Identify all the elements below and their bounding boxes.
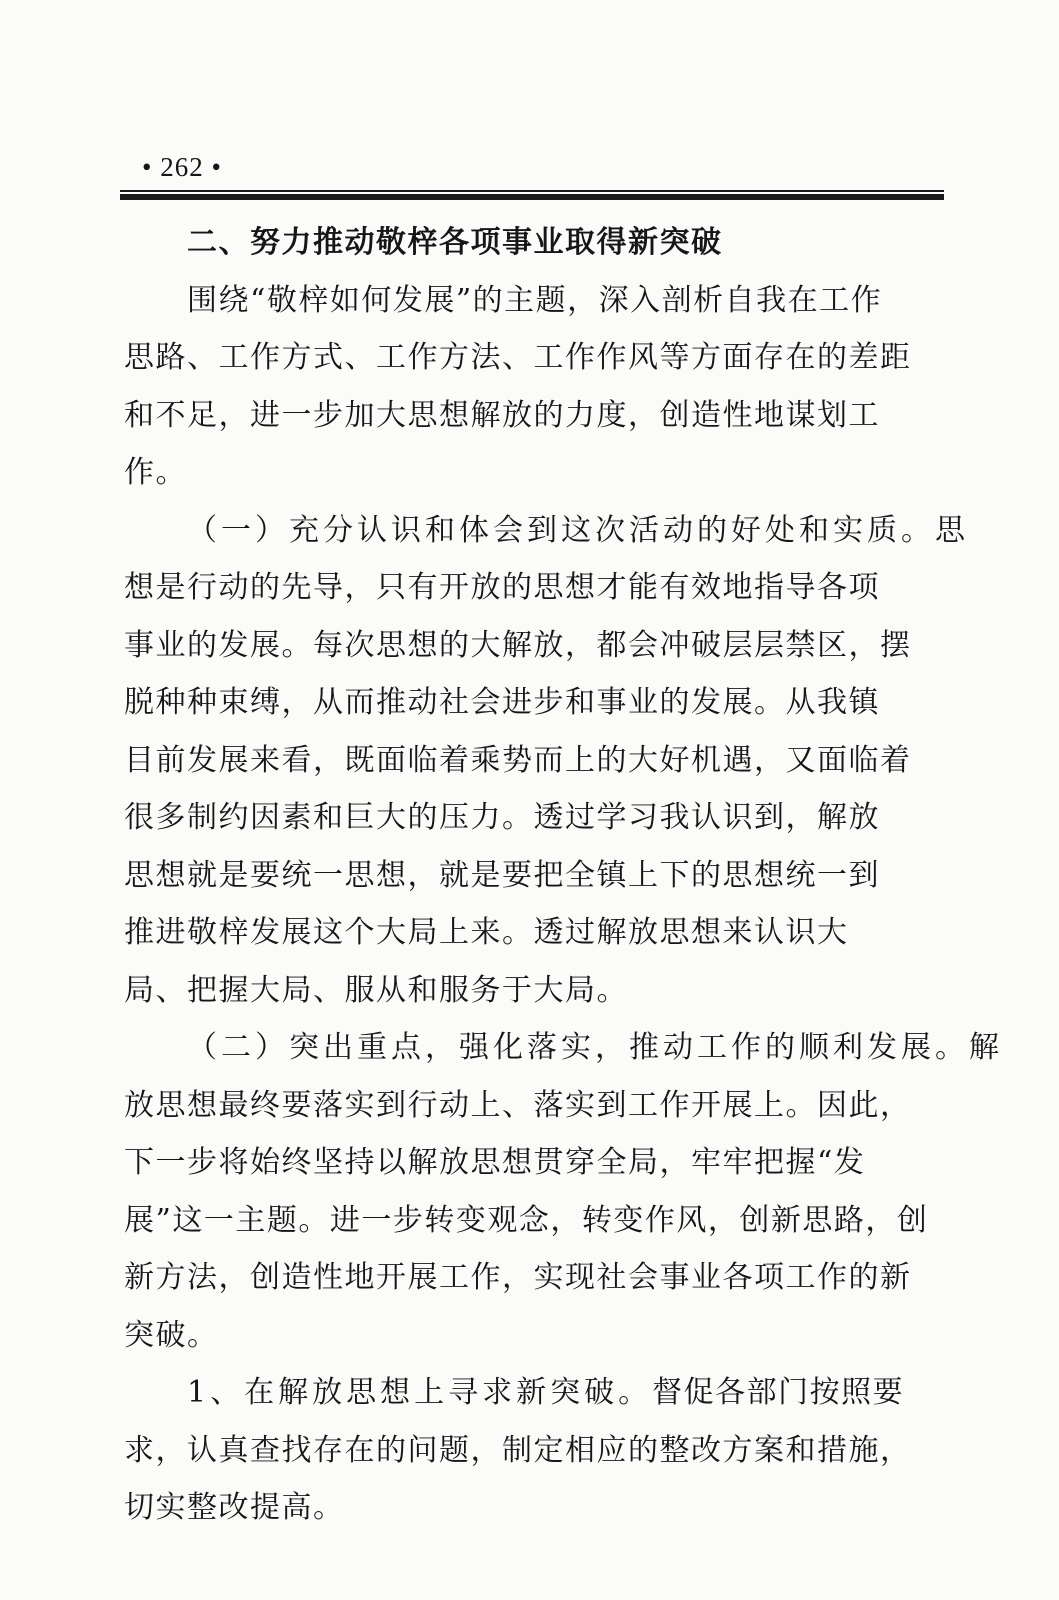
subsection-2-heading: （二）突出重点，强化落实，推动工作的顺利发展。 (187, 1030, 969, 1065)
subsection-1-line: 想是行动的先导，只有开放的思想才能有效地指导各项 (124, 570, 880, 605)
body-text (124, 214, 1001, 1537)
item-1-line: 切实整改提高。 (124, 1490, 345, 1525)
subsection-1-text: 思 (935, 512, 967, 548)
subsection-1-heading: （一）充分认识和体会到这次活动的好处和实质。 (187, 512, 935, 548)
page-header (120, 150, 944, 200)
subsection-2-line: 下一步将始终坚持以解放思想贯穿全局，牢牢把握“发 (124, 1145, 866, 1180)
header-rule-thick (120, 194, 944, 200)
subsection-2-line: 展”这一主题。进一步转变观念，转变作风，创新思路，创 (124, 1202, 929, 1238)
subsection-2-text: 解 (969, 1030, 1001, 1065)
intro-line: 作。 (124, 455, 187, 490)
page-number: • 262 • (142, 152, 222, 182)
item-1-line: 求，认真查找存在的问题，制定相应的整改方案和措施， (124, 1432, 912, 1468)
subsection-1-line: 思想就是要统一思想，就是要把全镇上下的思想统一到 (124, 857, 880, 893)
subsection-1-line: 很多制约因素和巨大的压力。透过学习我认识到，解放 (124, 800, 880, 835)
subsection-1-line: 事业的发展。每次思想的大解放，都会冲破层层禁区，摆 (124, 627, 912, 663)
subsection-2-line: 突破。 (124, 1317, 219, 1353)
subsection-1-line: 局、把握大局、服从和服务于大局。 (124, 972, 628, 1008)
subsection-2-line: 新方法，创造性地开展工作，实现社会事业各项工作的新 (124, 1260, 912, 1295)
subsection-1-line: 目前发展来看，既面临着乘势而上的大好机遇，又面临着 (124, 742, 912, 778)
intro-line: 围绕“敬梓如何发展”的主题，深入剖析自我在工作 (187, 282, 883, 318)
item-1-text: 督促各部门按照要 (652, 1375, 905, 1410)
subsection-2-first-line (124, 1019, 1001, 1077)
item-1-first-line (124, 1364, 944, 1422)
subsection-2-line: 放思想最终要落实到行动上、落实到工作开展上。因此， (124, 1087, 912, 1123)
subsection-1-first-line (124, 502, 967, 560)
intro-line: 思路、工作方式、工作方法、工作作风等方面存在的差距 (124, 340, 912, 375)
intro-line: 和不足，进一步加大思想解放的力度，创造性地谋划工 (124, 397, 880, 433)
item-1-heading: 1、在解放思想上寻求新突破。 (187, 1375, 653, 1410)
section-heading: 二、努力推动敬梓各项事业取得新突破 (187, 225, 723, 260)
header-rule-thin (120, 190, 944, 192)
subsection-1-line: 脱种种束缚，从而推动社会进步和事业的发展。从我镇 (124, 685, 880, 720)
subsection-1-line: 推进敬梓发展这个大局上来。透过解放思想来认识大 (124, 915, 849, 950)
